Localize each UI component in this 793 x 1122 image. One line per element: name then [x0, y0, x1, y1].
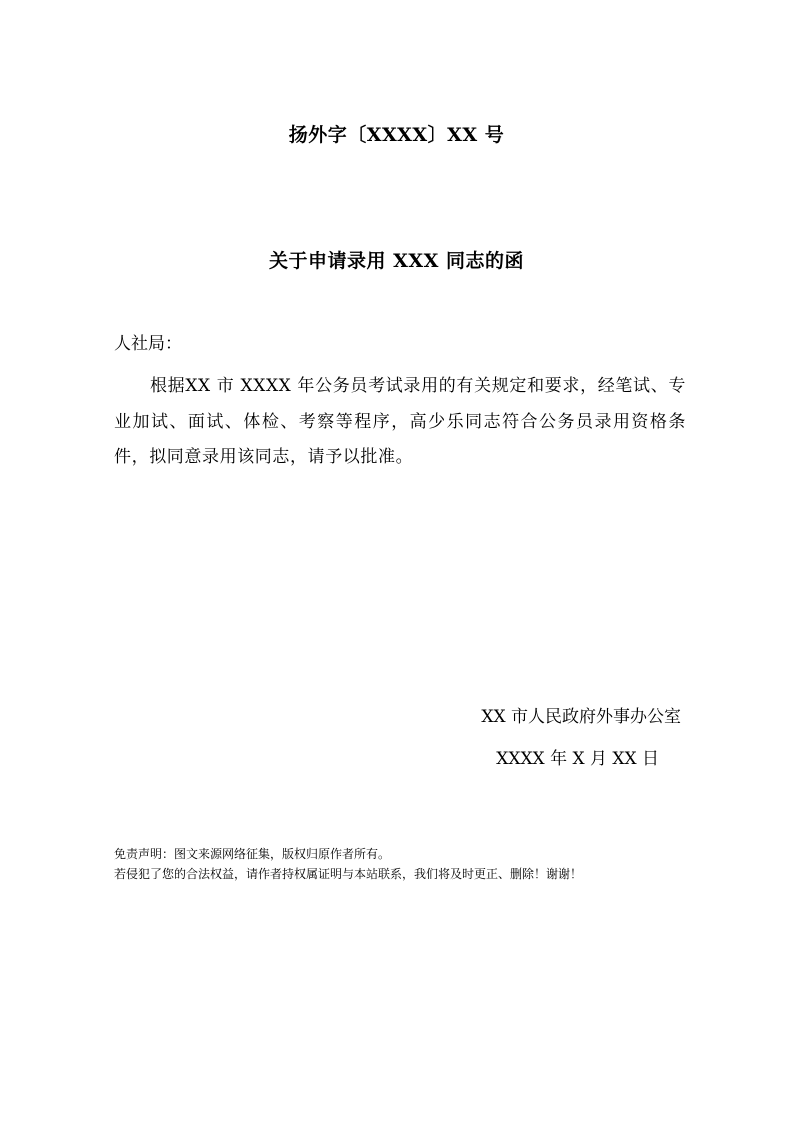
disclaimer-line-2: 若侵犯了您的合法权益，请作者持权属证明与本站联系，我们将及时更正、删除！谢谢！ — [114, 867, 583, 881]
sender-organization: XX 市人民政府外事办公室 — [481, 707, 681, 727]
addressee: 人社局： — [114, 334, 182, 354]
body-paragraph: 根据XX 市 XXXX 年公务员考试录用的有关规定和要求，经笔试、专业加试、面试、体检、考察等程序，高少乐同志符合公务员录用资格条件，拟同意录用该同志，请予以批准。 — [114, 376, 686, 467]
document-title: 关于申请录用 XXX 同志的函 — [269, 250, 524, 272]
document-number: 扬外字〔XXXX〕XX 号 — [288, 124, 505, 146]
document-date: XXXX 年 X 月 XX 日 — [496, 749, 659, 769]
disclaimer — [114, 844, 582, 884]
disclaimer-line-1: 免责声明：图文来源网络征集，版权归原作者所有。 — [114, 847, 391, 861]
